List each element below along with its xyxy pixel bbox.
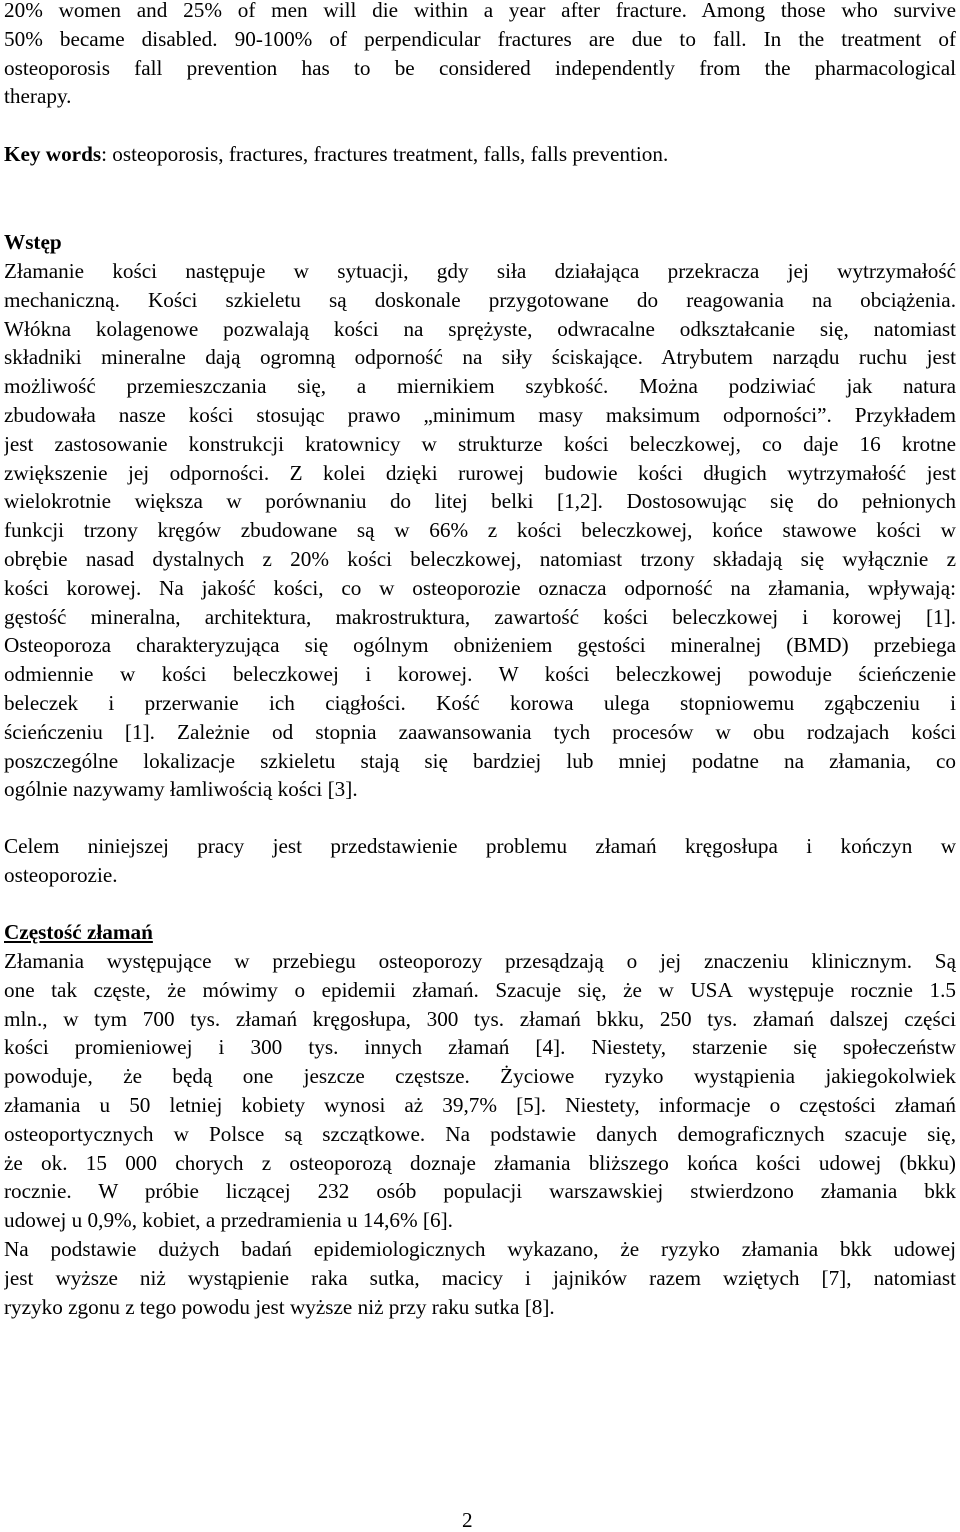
text-line: 50% became disabled. 90-100% of perpendicular fractures are due to fall. In the treatment of [4,26,956,51]
text-line: możliwość przemieszczania się, a miernikiem szybkość. Można podziwiać jak natura [4,374,956,399]
text-line: wielokrotnie większa w porównaniu do litej belki [1,2]. Dostosowując się do pełnionych [4,489,956,514]
text-line: Na podstawie dużych badań epidemiologicznych wykazano, że ryzyko złamania bkk udowej [4,1237,956,1261]
document-page [4,0,956,1532]
text-line: Włókna kolagenowe pozwalają kości na sprężyste, odwracalne odkształcanie się, natomiast [4,316,956,341]
text-line: poszczególne lokalizacje szkieletu stają się bardziej lub mniej podatne na złamania, co [4,748,956,773]
text-line: rocznie. W próbie liczącej 232 osób populacji warszawskiej stwierdzono złamania bkk [4,1179,956,1204]
text-line: beleczek i przerwanie ich ciągłości. Kość korowa ulega stopniowemu zgąbczeniu i [4,690,956,715]
text-line: jest zastosowanie konstrukcji kratownicy w strukturze kości beleczkowej, co daje 16 krotne [4,431,956,456]
keywords-line [4,140,668,169]
text-line: mln., w tym 700 tys. złamań kręgosłupa, 300 tys. złamań bkku, 250 tys. złamań dalszej części [4,1006,956,1031]
text-line: osteoporosis fall prevention has to be considered independently from the pharmacological [4,55,956,80]
text-line: zwiększenie jej odporności. Z kolei dzięki rurowej budowie kości długich wytrzymałość jest [4,460,956,485]
text-line: one tak częste, że mówimy o epidemii złamań. Szacuje się, że w USA występuje rocznie 1.5 [4,977,956,1002]
keywords-text: : osteoporosis, fractures, fractures treatment, falls, falls prevention. [101,142,669,166]
text-line: kości korowej. Na jakość kości, co w osteoporozie oznacza odporność na złamania, wpływają: [4,575,956,600]
text-line: zbudowała nasze kości stosując prawo „minimum masy maksimum odporności”. Przykładem [4,402,956,427]
text-line: funkcji trzony kręgów zbudowane są w 66% z kości beleczkowej, końce stawowe kości w [4,518,956,543]
text-line: ścieńczeniu [1]. Zależnie od stopnia zaawansowania tych procesów w obu rodzajach kości [4,719,956,744]
text-line: gęstość mineralna, architektura, makrostruktura, zawartość kości beleczkowej i korowej [1]. [4,604,956,629]
abstract-paragraph [4,0,956,111]
text-line: udowej u 0,9%, kobiet, a przedramienia u 14,6% [6]. [4,1208,453,1233]
text-line: ryzyko zgonu z tego powodu jest wyższe niż przy raku sutka [8]. [4,1294,555,1319]
text-line: Osteoporoza charakteryzująca się ogólnym obniżeniem gęstości mineralnej (BMD) przebiega [4,633,956,658]
text-line: ogólnie nazywamy łamliwością kości [3]. [4,777,358,802]
frequency-paragraph [4,947,956,1235]
section-heading-intro: Wstęp [4,230,62,254]
keywords-label: Key words [4,142,102,166]
text-line: kości promieniowej i 300 tys. innych złamań [4]. Niestety, starzenie się społeczeństw [4,1035,956,1060]
section-heading-frequency: Częstość złamań [4,920,153,944]
frequency-paragraph-2 [4,1235,956,1321]
text-line: mechaniczną. Kości szkieletu są doskonale przygotowane do reagowania na obciążenia. [4,287,956,312]
text-line: odmiennie w kości beleczkowej i korowej. W kości beleczkowej powoduje ścieńczenie [4,662,956,687]
intro-paragraph [4,257,956,804]
page-number: 2 [462,1508,473,1532]
text-line: osteoportycznych w Polsce są szczątkowe. Na podstawie danych demograficznych szacuje się, [4,1121,956,1146]
aim-paragraph [4,832,956,890]
text-line: złamania u 50 letniej kobiety wynosi aż 39,7% [5]. Niestety, informacje o częstości złamań [4,1092,956,1117]
text-line: Złamania występujące w przebiegu osteoporozy przesądzają o jej znaczeniu klinicznym. Są [4,949,956,973]
text-line: therapy. [4,84,72,109]
text-line: osteoporozie. [4,862,118,887]
text-line: powoduje, że będą one jeszcze częstsze. Życiowe ryzyko wystąpienia jakiegokolwiek [4,1064,956,1089]
text-line: obrębie nasad dystalnych z 20% kości beleczkowej, natomiast trzony składają się wyłącznie z [4,546,956,571]
text-line: 20% women and 25% of men will die within a year after fracture. Among those who survive [4,0,956,22]
text-line: Złamanie kości następuje w sytuacji, gdy siła działająca przekracza jej wytrzymałość [4,259,956,283]
text-line: składniki mineralne dają ogromną odporność na siły ściskające. Atrybutem narządu ruchu jest [4,345,956,370]
text-line: jest wyższe niż wystąpienie raka sutka, macicy i jajników razem wziętych [7], natomiast [4,1265,956,1290]
text-line: Celem niniejszej pracy jest przedstawienie problemu złamań kręgosłupa i kończyn w [4,834,956,858]
text-line: że ok. 15 000 chorych z osteoporozą doznaje złamania bliższego końca kości udowej (bkku) [4,1150,956,1175]
